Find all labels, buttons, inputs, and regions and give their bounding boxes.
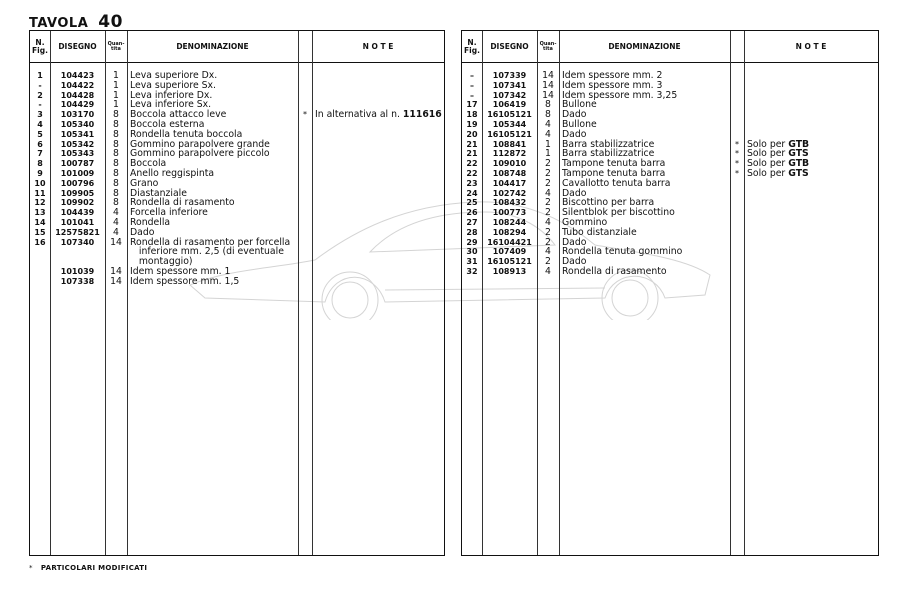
fig-number: 8 xyxy=(37,159,43,169)
description: Rondella tenuta boccola xyxy=(130,128,243,140)
part-number: 104439 xyxy=(60,208,95,218)
fig-number: 7 xyxy=(37,149,43,159)
note-value: 111616 xyxy=(402,109,442,121)
table-row xyxy=(462,179,878,189)
description: Idem spessore mm. 2 xyxy=(562,70,663,81)
table-row xyxy=(462,120,878,130)
quantity: 2 xyxy=(545,158,551,170)
header-quantita: Quan- tita xyxy=(539,40,557,52)
description: Dado xyxy=(562,187,587,199)
description: Leva superiore Sx. xyxy=(130,79,216,91)
description: Anello reggispinta xyxy=(130,167,215,179)
fig-number: - xyxy=(38,100,42,110)
description: Tampone tenuta barra xyxy=(562,167,666,179)
table-row xyxy=(30,247,444,257)
quantity: 8 xyxy=(113,109,119,121)
footer-symbol: * xyxy=(29,564,33,572)
quantity: 2 xyxy=(545,226,551,238)
table-row xyxy=(30,179,444,189)
table-row xyxy=(462,257,878,267)
quantity: 1 xyxy=(113,79,119,91)
quantity: 8 xyxy=(113,128,119,140)
part-number: 100787 xyxy=(60,159,95,169)
description: Rondella di rasamento xyxy=(130,197,235,209)
quantity: 2 xyxy=(545,207,551,219)
modified-marker: * xyxy=(735,139,739,149)
description: Gommino parapolvere piccolo xyxy=(130,148,270,160)
part-number: 108294 xyxy=(492,227,527,237)
quantity: 8 xyxy=(113,177,119,189)
tavola-number: 40 xyxy=(98,12,123,32)
description: Dado xyxy=(562,128,587,140)
fig-number: 4 xyxy=(37,119,43,129)
description: Dado xyxy=(562,236,587,248)
quantity: 8 xyxy=(113,138,119,150)
description: inferiore mm. 2,5 (di eventuale xyxy=(130,246,284,258)
fig-number: - xyxy=(38,80,42,90)
fig-number: 10 xyxy=(34,178,46,188)
note-value: GTS xyxy=(788,148,809,160)
quantity: 2 xyxy=(545,167,551,179)
description: Idem spessore mm. 3 xyxy=(562,79,663,91)
quantity: 1 xyxy=(545,138,551,150)
note-text: Solo per xyxy=(747,138,786,150)
footer-text: PARTICOLARI MODIFICATI xyxy=(40,564,148,572)
description: Silentblok per biscottino xyxy=(562,207,675,219)
part-number: 101041 xyxy=(60,217,95,227)
quantity: 2 xyxy=(545,236,551,248)
quantity: 2 xyxy=(545,256,551,268)
note-text: Solo per xyxy=(747,158,786,170)
quantity: 8 xyxy=(113,167,119,179)
description: Cavallotto tenuta barra xyxy=(562,177,671,189)
quantity: 8 xyxy=(545,99,551,111)
note-value: GTB xyxy=(788,158,810,170)
note xyxy=(315,110,442,120)
table-row xyxy=(30,198,444,208)
description: Diastanziale xyxy=(130,187,187,199)
fig-number: 1 xyxy=(37,71,43,80)
part-number: 105342 xyxy=(60,139,95,149)
part-number: 104429 xyxy=(60,100,95,110)
table-row xyxy=(462,218,878,228)
table-row xyxy=(30,159,444,169)
modified-marker: * xyxy=(735,159,739,169)
footer-legend xyxy=(29,564,147,572)
quantity: 14 xyxy=(542,79,554,91)
quantity: 14 xyxy=(542,70,554,81)
description: Rondella tenuta gommino xyxy=(562,246,683,258)
fig-number: 18 xyxy=(466,110,478,120)
part-number: 108748 xyxy=(492,168,527,178)
part-number: 107339 xyxy=(492,71,527,80)
table-row xyxy=(462,149,878,159)
quantity: 8 xyxy=(113,158,119,170)
quantity: 1 xyxy=(113,99,119,111)
note xyxy=(747,169,809,179)
fig-number: 25 xyxy=(466,198,478,208)
description: Boccola attacco leve xyxy=(130,109,227,121)
part-number: 104423 xyxy=(60,71,95,80)
header-note: N O T E xyxy=(362,41,394,51)
quantity: 1 xyxy=(113,70,119,81)
parts-table-right xyxy=(461,30,879,556)
quantity: 14 xyxy=(110,275,122,287)
part-number: 101009 xyxy=(60,168,95,178)
fig-number: 26 xyxy=(466,208,478,218)
description: Dado xyxy=(562,109,587,121)
description: Rondella xyxy=(130,216,171,228)
table-row xyxy=(462,91,878,101)
description: Gommino xyxy=(562,216,608,228)
quantity: 4 xyxy=(113,216,119,228)
description: Dado xyxy=(130,226,155,238)
quantity: 8 xyxy=(113,118,119,130)
table-row xyxy=(462,100,878,110)
modified-marker: * xyxy=(735,168,739,178)
fig-number: 27 xyxy=(466,217,478,227)
description: Barra stabilizzatrice xyxy=(562,138,655,150)
description: Leva inferiore Dx. xyxy=(130,89,213,101)
modified-marker: * xyxy=(303,110,307,120)
page-title xyxy=(29,12,123,32)
fig-number: 31 xyxy=(466,257,478,267)
part-number: 100773 xyxy=(492,208,527,218)
header-fig: N. Fig. xyxy=(32,37,48,55)
fig-number: 22 xyxy=(466,159,478,169)
table-row xyxy=(462,169,878,179)
modified-marker: * xyxy=(735,149,739,159)
description: Idem spessore mm. 1,5 xyxy=(130,275,240,287)
quantity: 14 xyxy=(110,236,122,248)
part-number: 16104421 xyxy=(487,237,532,247)
fig-number: 11 xyxy=(34,188,46,198)
table-row xyxy=(30,91,444,101)
table-row xyxy=(462,159,878,169)
part-number: 102742 xyxy=(492,188,527,198)
part-number: 107340 xyxy=(60,237,95,247)
part-number: 108432 xyxy=(492,198,527,208)
part-number: 105343 xyxy=(60,149,95,159)
part-number: 107338 xyxy=(60,276,95,286)
description: Leva superiore Dx. xyxy=(130,70,218,81)
fig-number: 6 xyxy=(37,139,43,149)
part-number: 16105121 xyxy=(487,257,532,267)
description: Idem spessore mm. 1 xyxy=(130,265,231,277)
description: Barra stabilizzatrice xyxy=(562,148,655,160)
description: Forcella inferiore xyxy=(130,207,208,219)
part-number: 108841 xyxy=(492,139,527,149)
quantity: 8 xyxy=(113,197,119,209)
note-text: Solo per xyxy=(747,148,786,160)
note-value: GTS xyxy=(788,167,809,179)
part-number: 16105121 xyxy=(487,129,532,139)
note-value: GTB xyxy=(788,138,810,150)
table-row xyxy=(462,189,878,199)
fig-number: 14 xyxy=(34,217,46,227)
table-row xyxy=(462,110,878,120)
fig-number: 32 xyxy=(466,266,478,276)
quantity: 14 xyxy=(110,265,122,277)
quantity: 8 xyxy=(113,148,119,160)
header-denominazione: DENOMINAZIONE xyxy=(608,41,681,51)
table-row xyxy=(30,149,444,159)
description: Dado xyxy=(562,256,587,268)
description: montaggio) xyxy=(130,256,193,268)
part-number: 109902 xyxy=(60,198,95,208)
part-number: 105340 xyxy=(60,119,95,129)
table-row xyxy=(462,140,878,150)
fig-number: 13 xyxy=(34,208,46,218)
quantity: 1 xyxy=(113,89,119,101)
part-number: 100796 xyxy=(60,178,95,188)
part-number: 106419 xyxy=(492,100,527,110)
parts-table-left xyxy=(29,30,445,556)
quantity: 2 xyxy=(545,197,551,209)
fig-number: – xyxy=(470,71,474,80)
description: Grano xyxy=(130,177,159,189)
fig-number: 19 xyxy=(466,119,478,129)
quantity: 2 xyxy=(545,177,551,189)
quantity: 4 xyxy=(545,216,551,228)
part-number: 104422 xyxy=(60,80,95,90)
fig-number: 5 xyxy=(37,129,43,139)
fig-number: – xyxy=(470,90,474,100)
table-row xyxy=(462,228,878,238)
table-row xyxy=(462,267,878,277)
fig-number: 2 xyxy=(37,90,43,100)
part-number: 108913 xyxy=(492,266,527,276)
part-number: 109905 xyxy=(60,188,95,198)
table-row xyxy=(462,208,878,218)
quantity: 4 xyxy=(545,128,551,140)
header-fig: N. Fig. xyxy=(464,37,480,55)
description: Bullone xyxy=(562,99,597,111)
fig-number: 21 xyxy=(466,149,478,159)
header-denominazione: DENOMINAZIONE xyxy=(176,41,249,51)
part-number: 107409 xyxy=(492,247,527,257)
tavola-label: TAVOLA xyxy=(29,16,89,31)
header-disegno: DISEGNO xyxy=(58,41,97,51)
part-number: 101039 xyxy=(60,266,95,276)
quantity: 4 xyxy=(545,265,551,277)
fig-number: 24 xyxy=(466,188,478,198)
table-row xyxy=(30,169,444,179)
description: Leva inferiore Sx. xyxy=(130,99,212,111)
table-row xyxy=(30,81,444,91)
note-text: Solo per xyxy=(747,167,786,179)
quantity: 4 xyxy=(113,226,119,238)
part-number: 109010 xyxy=(492,159,527,169)
table-row xyxy=(30,110,444,120)
fig-number: 17 xyxy=(466,100,478,110)
part-number: 12575821 xyxy=(55,227,100,237)
part-number: 107342 xyxy=(492,90,527,100)
fig-number: 23 xyxy=(466,178,478,188)
table-row xyxy=(462,71,878,81)
part-number: 103170 xyxy=(60,110,95,120)
fig-number: 21 xyxy=(466,139,478,149)
quantity: 4 xyxy=(545,118,551,130)
table-row xyxy=(462,130,878,140)
fig-number: 15 xyxy=(34,227,46,237)
part-number: 105344 xyxy=(492,119,527,129)
part-number: 107341 xyxy=(492,80,527,90)
table-row xyxy=(30,277,444,287)
note-text: In alternativa al n. xyxy=(315,109,400,121)
fig-number: 16 xyxy=(34,237,46,247)
description: Boccola esterna xyxy=(130,118,205,130)
fig-number: 9 xyxy=(37,168,43,178)
table-row xyxy=(30,218,444,228)
description: Bullone xyxy=(562,118,597,130)
table-row xyxy=(30,189,444,199)
quantity: 1 xyxy=(545,148,551,160)
quantity: 14 xyxy=(542,89,554,101)
part-number: 108244 xyxy=(492,217,527,227)
quantity: 4 xyxy=(113,207,119,219)
part-number: 104417 xyxy=(492,178,527,188)
fig-number: 3 xyxy=(37,110,43,120)
fig-number: 12 xyxy=(34,198,46,208)
header-disegno: DISEGNO xyxy=(490,41,529,51)
fig-number: 22 xyxy=(466,168,478,178)
fig-number: – xyxy=(470,80,474,90)
description: Rondella di rasamento xyxy=(562,265,667,277)
quantity: 8 xyxy=(113,187,119,199)
part-number: 105341 xyxy=(60,129,95,139)
quantity: 4 xyxy=(545,246,551,258)
fig-number: 30 xyxy=(466,247,478,257)
table-row xyxy=(462,247,878,257)
fig-number: 29 xyxy=(466,237,478,247)
part-number: 104428 xyxy=(60,90,95,100)
quantity: 8 xyxy=(545,109,551,121)
description: Tubo distanziale xyxy=(562,226,637,238)
description: Biscottino per barra xyxy=(562,197,655,209)
header-quantita: Quan- tita xyxy=(107,40,125,52)
table-row xyxy=(30,257,444,267)
fig-number: 28 xyxy=(466,227,478,237)
header-note: N O T E xyxy=(795,41,827,51)
description: Tampone tenuta barra xyxy=(562,158,666,170)
part-number: 16105121 xyxy=(487,110,532,120)
table-row xyxy=(30,71,444,81)
table-row xyxy=(30,208,444,218)
description: Gommino parapolvere grande xyxy=(130,138,270,150)
description: Rondella di rasamento per forcella xyxy=(130,236,291,248)
part-number: 112872 xyxy=(492,149,527,159)
quantity: 4 xyxy=(545,187,551,199)
description: Idem spessore mm. 3,25 xyxy=(562,89,678,101)
description: Boccola xyxy=(130,158,167,170)
fig-number: 20 xyxy=(466,129,478,139)
